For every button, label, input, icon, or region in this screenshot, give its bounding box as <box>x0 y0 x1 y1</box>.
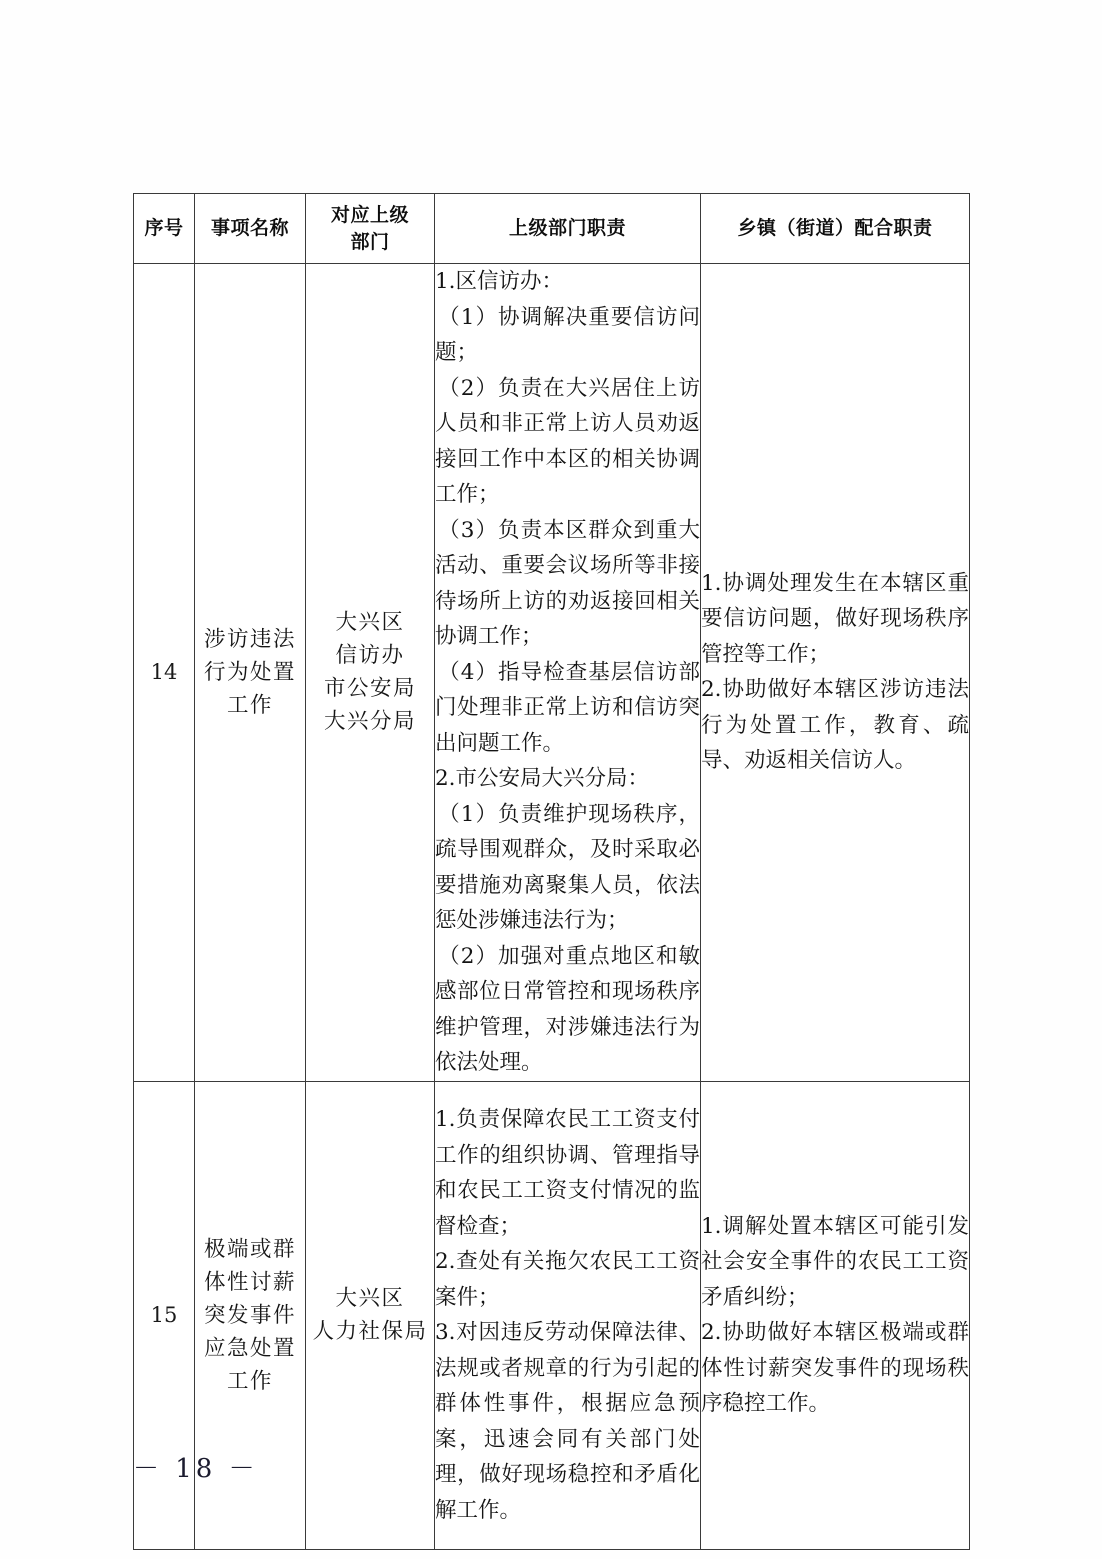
department-line: 信访办 <box>335 643 405 669</box>
department-line: 大兴分局 <box>323 709 416 735</box>
upper-department-header-line-2: 部门 <box>350 230 390 253</box>
row-township-duty <box>701 1081 970 1549</box>
township-duty-paragraph: 1.调解处置本辖区可能引发社会安全事件的农民工工资矛盾纠纷； <box>701 1213 969 1310</box>
table-header-row <box>134 194 970 264</box>
duty-paragraph: （4）指导检查基层信访部门处理非正常上访和信访突出问题工作。 <box>435 659 700 756</box>
department-line: 市公安局 <box>323 676 416 702</box>
item-name-line: 行为处置 <box>203 659 296 685</box>
item-name-line: 极端或群 <box>203 1236 296 1262</box>
duty-paragraph: （3）负责本区群众到重大活动、重要会议场所等非接待场所上访的劝返接回相关协调工作； <box>435 517 700 649</box>
row-upper-duty <box>435 264 701 1082</box>
duty-paragraph: （1）协调解决重要信访问题； <box>435 304 700 365</box>
page-number: － 18 － <box>133 1454 259 1484</box>
department-line: 大兴区 <box>335 1286 405 1311</box>
column-header-sequence: 序号 <box>134 194 195 264</box>
township-duty-paragraph: 2.协助做好本辖区极端或群体性讨薪突发事件的现场秩序稳控工作。 <box>701 1320 969 1416</box>
duty-paragraph: 1.区信访办： <box>435 269 564 294</box>
item-name-line: 体性讨薪 <box>203 1269 296 1295</box>
item-name-line: 工作 <box>226 1368 273 1394</box>
item-name-line: 应急处置 <box>203 1335 296 1361</box>
table-row <box>134 264 970 1082</box>
row-sequence-number: 14 <box>134 264 195 1082</box>
duty-paragraph: 2.查处有关拖欠农民工工资案件； <box>435 1249 700 1310</box>
column-header-upper-department <box>306 194 435 264</box>
department-line: 大兴区 <box>335 610 405 636</box>
column-header-item-name: 事项名称 <box>195 194 306 264</box>
township-duty-paragraph: 1.协调处理发生在本辖区重要信访问题，做好现场秩序管控等工作； <box>701 570 969 667</box>
duty-paragraph: 3.对因违反劳动保障法律、法规或者规章的行为引起的群体性事件，根据应急预案，迅速会同有关部门处理，做好现场稳控和矛盾化解工作。 <box>435 1320 700 1523</box>
row-township-duty <box>701 264 970 1082</box>
township-duty-paragraph: 2.协助做好本辖区涉访违法行为处置工作，教育、疏导、劝返相关信访人。 <box>701 677 969 774</box>
item-name-line: 涉访违法 <box>203 626 296 652</box>
row-upper-duty <box>435 1081 701 1549</box>
item-name-line: 突发事件 <box>203 1302 296 1328</box>
department-line: 人力社保局 <box>312 1319 428 1344</box>
column-header-upper-duty: 上级部门职责 <box>435 194 701 264</box>
duty-paragraph: 1.负责保障农民工工资支付工作的组织协调、管理指导和农民工工资支付情况的监督检查； <box>435 1107 700 1239</box>
duty-paragraph: （1）负责维护现场秩序，疏导围观群众，及时采取必要措施劝离聚集人员，依法惩处涉嫌违法行为； <box>435 801 700 933</box>
duty-paragraph: （2）负责在大兴居住上访人员和非正常上访人员劝返接回工作中本区的相关协调工作； <box>435 375 700 507</box>
row-upper-department <box>306 264 435 1082</box>
duty-paragraph: （2）加强对重点地区和敏感部位日常管控和现场秩序维护管理，对涉嫌违法行为依法处理。 <box>435 943 700 1075</box>
duty-paragraph: 2.市公安局大兴分局： <box>435 766 650 791</box>
row-sequence-number: 15 <box>134 1081 195 1549</box>
upper-department-header-line-1: 对应上级 <box>330 203 409 226</box>
row-item-name <box>195 264 306 1082</box>
item-name-line: 工作 <box>226 692 273 718</box>
column-header-township-duty: 乡镇（街道）配合职责 <box>701 194 970 264</box>
responsibility-table <box>133 193 970 1550</box>
